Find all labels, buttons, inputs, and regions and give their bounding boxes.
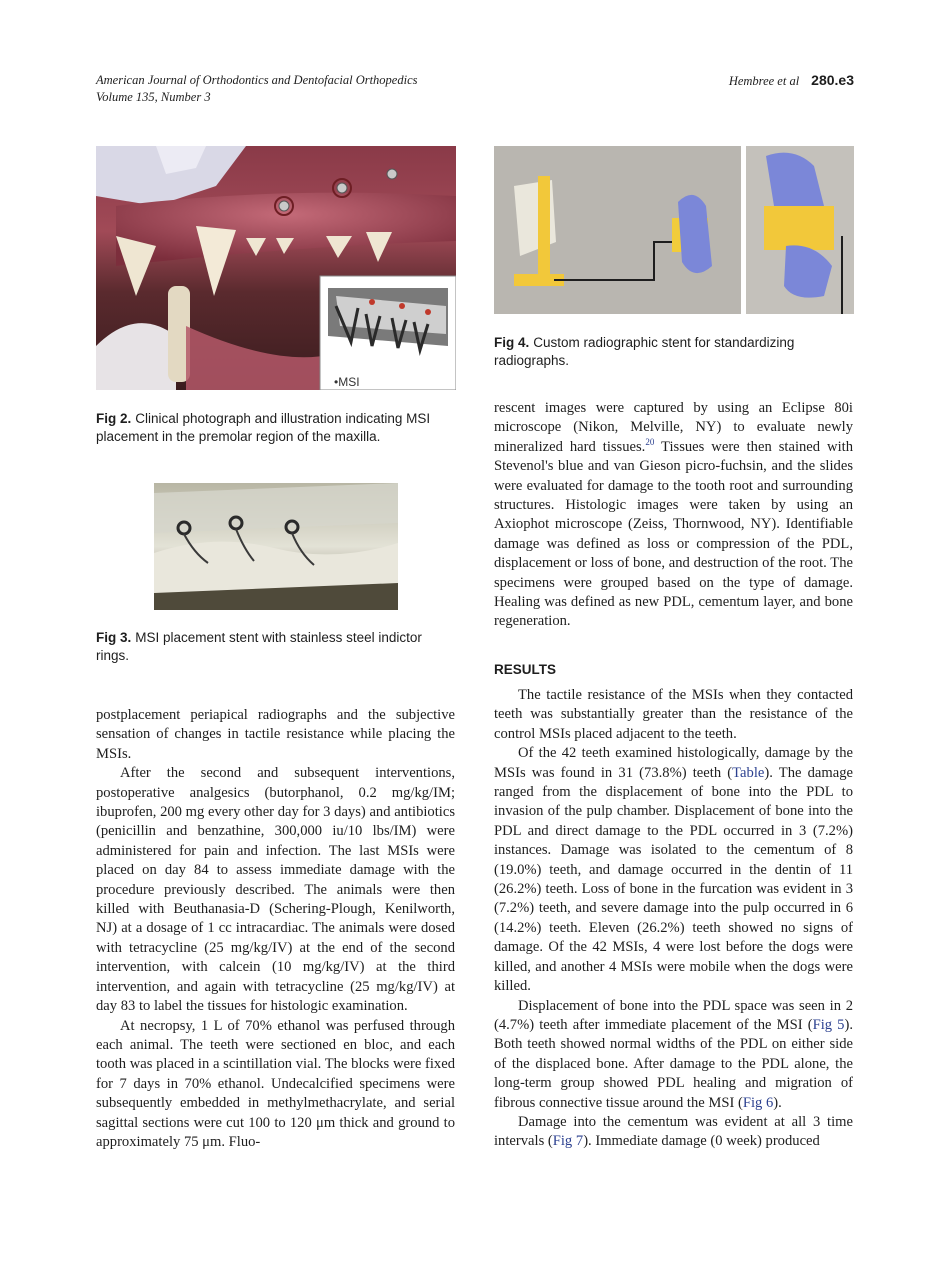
fig3-label: Fig 3. (96, 630, 132, 645)
fig4-label: Fig 4. (494, 335, 530, 350)
fig4-caption (494, 334, 854, 370)
fig2-photo-drawing (96, 146, 456, 390)
fig2-label: Fig 2. (96, 411, 132, 426)
fig5-link[interactable]: Fig 5 (812, 1016, 845, 1033)
left-paragraph-2: After the second and subsequent interventions, postoperative analgesics (butorphanol, 0.2 mg/kg/IM; ibuprofen, 200 mg every other day for 3 days) and antibiotics (penicillin and benzathine, 300,000 iu/10 lbs/IM) were administered for pain and infection. The last MSIs were placed on day 84 to assess immediate damage with the procedure previously described. The animals were then killed with Beuthanasia-D (Schering-Plough, Kenilworth, NJ) at a dosage of 1 cc intracardiac. The animals were dosed with tetracycline (25 mg/kg/IV) at the end of the second intervention, with calcein (10 mg/kg/IV) at the third intervention, and again with tetracycline (25 mg/kg/IV) at day 83 to label the tissues for histologic examination. (96, 765, 455, 1015)
journal-title: American Journal of Orthodontics and Dentofacial Orthopedics (96, 73, 418, 87)
right-paragraph-2: The tactile resistance of the MSIs when they contacted teeth was substantially greater than the resistance of the control MSIs placed adjacent to the teeth. (494, 687, 853, 742)
fig6-link[interactable]: Fig 6 (742, 1094, 774, 1111)
right-paragraph-4-text-b: ). Both teeth showed normal widths of the PDL on either side of the displaced bone. After damage to the PDL alone, the long-term group showed PDL healing and migration of fibrous connective tissue around the MSI ( (494, 1016, 853, 1111)
right-paragraph-1-text-a: rescent images were captured by using an Eclipse 80i microscope (Nikon, Melville, NY) to evaluate newly mineralized hard tissues. (494, 400, 853, 455)
fig2-caption (96, 410, 458, 446)
fig7-link[interactable]: Fig 7 (552, 1133, 584, 1150)
right-paragraph-5 (494, 1113, 853, 1152)
right-column-results-text (494, 686, 853, 1152)
fig4-photo-drawing (494, 146, 854, 314)
left-column-text (96, 706, 455, 1152)
right-paragraph-3 (494, 744, 853, 996)
left-paragraph-3: At necropsy, 1 L of 70% ethanol was perfused through each animal. The teeth were sectioned en bloc, and each tooth was placed in a scintillation vial. The blocks were fixed for 7 days in 70% ethanol. Undecalcified specimens were subsequently embedded in methylmethacrylate, and serial sagittal sections were cut 100 to 120 μm thick and ground to approximately 75 μm. Fluo- (96, 1017, 455, 1150)
right-paragraph-3-text-b: ). The damage ranged from the displacement of bone into the PDL to invasion of the pulp chamber. Displacement of bone into the PDL and direct damage to the PDL occurred in 3 (7.2%) instances. Damage was isolated to the cementum of 8 (19.0%) teeth, and damage occurred in the dentin of 11 (26.2%) teeth. Loss of bone in the furcation was evident in 3 (7.2%) teeth, and severe damage into the pulp occurred in 6 (14.2%) teeth. Eleven (26.2%) teeth showed no signs of damage. Of the 42 MSIs, 4 were lost before the dogs were killed, and another 4 MSIs were mobile when the dogs were killed. (494, 764, 854, 995)
right-paragraph-5-text-a: Damage into the cementum was evident at all 3 time intervals ( (494, 1113, 853, 1150)
left-paragraph-1: postplacement periapical radiographs and the subjective sensation of changes in tactile resistance while placing the MSIs. (96, 707, 455, 762)
right-paragraph-3-text-a: Of the 42 teeth examined histologically, damage by the MSIs was found in 31 (73.8%) teeth ( (494, 745, 853, 781)
results-heading: RESULTS (494, 662, 557, 677)
fig4-image (494, 146, 854, 314)
table-link[interactable]: Table (732, 764, 765, 781)
running-header-left (96, 72, 418, 106)
reference-20-link[interactable]: 20 (645, 436, 655, 447)
right-column-upper-text (494, 399, 853, 632)
right-paragraph-4-text-c: ). (773, 1094, 782, 1111)
right-paragraph-5-text-b: ). Immediate damage (0 week) produced (583, 1133, 820, 1150)
fig3-photo-drawing (154, 483, 398, 610)
right-paragraph-1 (494, 399, 853, 632)
fig3-caption-text: MSI placement stent with stainless steel indictor rings. (96, 630, 422, 663)
journal-volume: Volume 135, Number 3 (96, 90, 211, 104)
header-authors: Hembree et al (728, 74, 800, 88)
page-number: 280.e3 (811, 72, 854, 88)
fig2-inset-illustration (320, 276, 456, 390)
right-paragraph-4 (494, 997, 853, 1113)
right-paragraph-4-text-a: Displacement of bone into the PDL space was seen in 2 (4.7%) teeth after immediate placement of the MSI ( (494, 997, 853, 1033)
fig2-inset-label: •MSI (334, 375, 360, 389)
fig3-image (154, 483, 398, 610)
fig4-caption-text: Custom radiographic stent for standardizing radiographs. (494, 335, 795, 368)
fig3-caption (96, 629, 458, 665)
running-header-right (729, 72, 854, 90)
fig2-caption-text: Clinical photograph and illustration indicating MSI placement in the premolar region of the maxilla. (96, 411, 431, 444)
fig2-image (96, 146, 456, 390)
right-paragraph-1-text-b: Tissues were then stained with Stevenol's blue and van Gieson picro-fuchsin, and the slides were evaluated for damage to the tooth root and surrounding structures. Histologic images were taken by using an Axiophot microscope (Zeiss, Thornwood, NY). Identifiable damage was defined as loss or compression of the PDL, displacement or loss of bone, and destruction of the root. The specimens were grouped based on the type of damage. Healing was defined as new PDL, cementum layer, and bone regeneration. (494, 438, 853, 630)
